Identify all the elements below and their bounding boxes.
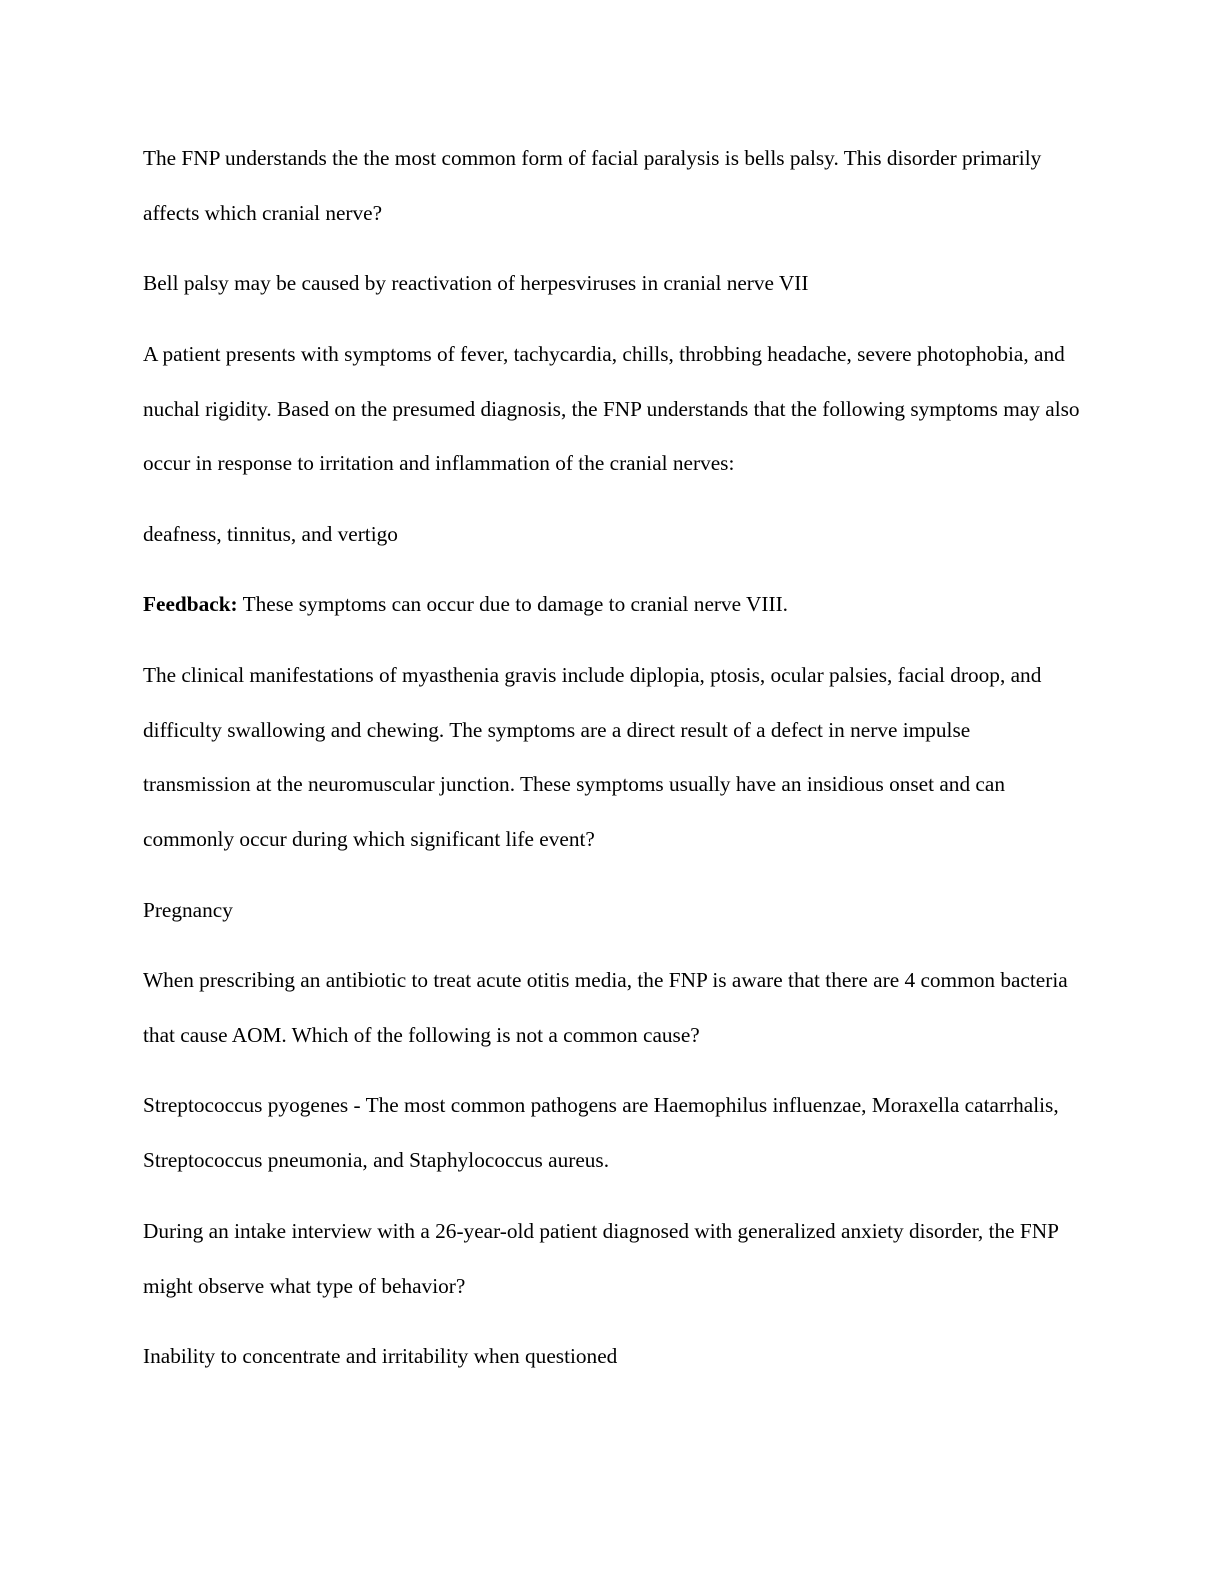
answer-otitis-media	[143, 1078, 1083, 1188]
feedback-meningitis	[143, 577, 1083, 632]
paragraph-text: The FNP understands the the most common form of facial paralysis is bells palsy. This disorder primarily affects which cranial nerve?	[143, 146, 1042, 225]
question-otitis-media	[143, 953, 1083, 1063]
paragraph-text: Bell palsy may be caused by reactivation of herpesviruses in cranial nerve VII	[143, 271, 809, 296]
paragraph-text: During an intake interview with a 26-year-old patient diagnosed with generalized anxiety disorder, the FNP might observe what type of behavior?	[143, 1218, 1059, 1298]
paragraph-text: When prescribing an antibiotic to treat acute otitis media, the FNP is aware that there are 4 common bacteria that cause AOM. Which of the following is not a common cause?	[143, 968, 1068, 1047]
question-meningitis	[143, 327, 1083, 491]
document-body	[143, 131, 1083, 1400]
question-anxiety-disorder	[143, 1204, 1083, 1314]
paragraph-text: Inability to concentrate and irritability when questioned	[143, 1344, 618, 1369]
paragraph-text: deafness, tinnitus, and vertigo	[143, 521, 398, 546]
question-bells-palsy	[143, 131, 1083, 241]
paragraph-text: A patient presents with symptoms of fever, tachycardia, chills, throbbing headache, severe photophobia, and nuchal rigidity. Based on the presumed diagnosis, the FNP understands that the following symptoms may also occur in response to irritation and inflammation of the cranial nerves:	[143, 341, 1080, 476]
question-myasthenia-gravis	[143, 648, 1083, 867]
paragraph-text: Pregnancy	[143, 897, 233, 922]
feedback-label: Feedback:	[143, 592, 238, 617]
paragraph-text: These symptoms can occur due to damage to cranial nerve VIII.	[237, 592, 789, 617]
answer-anxiety-disorder	[143, 1329, 1083, 1384]
paragraph-text: The clinical manifestations of myasthenia gravis include diplopia, ptosis, ocular palsies, facial droop, and difficulty swallowing and chewing. The symptoms are a direct result of a defect in nerve impulse transmission at the neuromuscular junction. These symptoms usually have an insidious onset and can commonly occur during which significant life event?	[143, 662, 1042, 852]
answer-bells-palsy	[143, 256, 1083, 311]
answer-myasthenia-gravis	[143, 883, 1083, 938]
paragraph-text: Streptococcus pyogenes - The most common pathogens are Haemophilus influenzae, Moraxella catarrhalis, Streptococcus pneumonia, and Staphylococcus aureus.	[143, 1093, 1059, 1173]
answer-meningitis	[143, 507, 1083, 562]
